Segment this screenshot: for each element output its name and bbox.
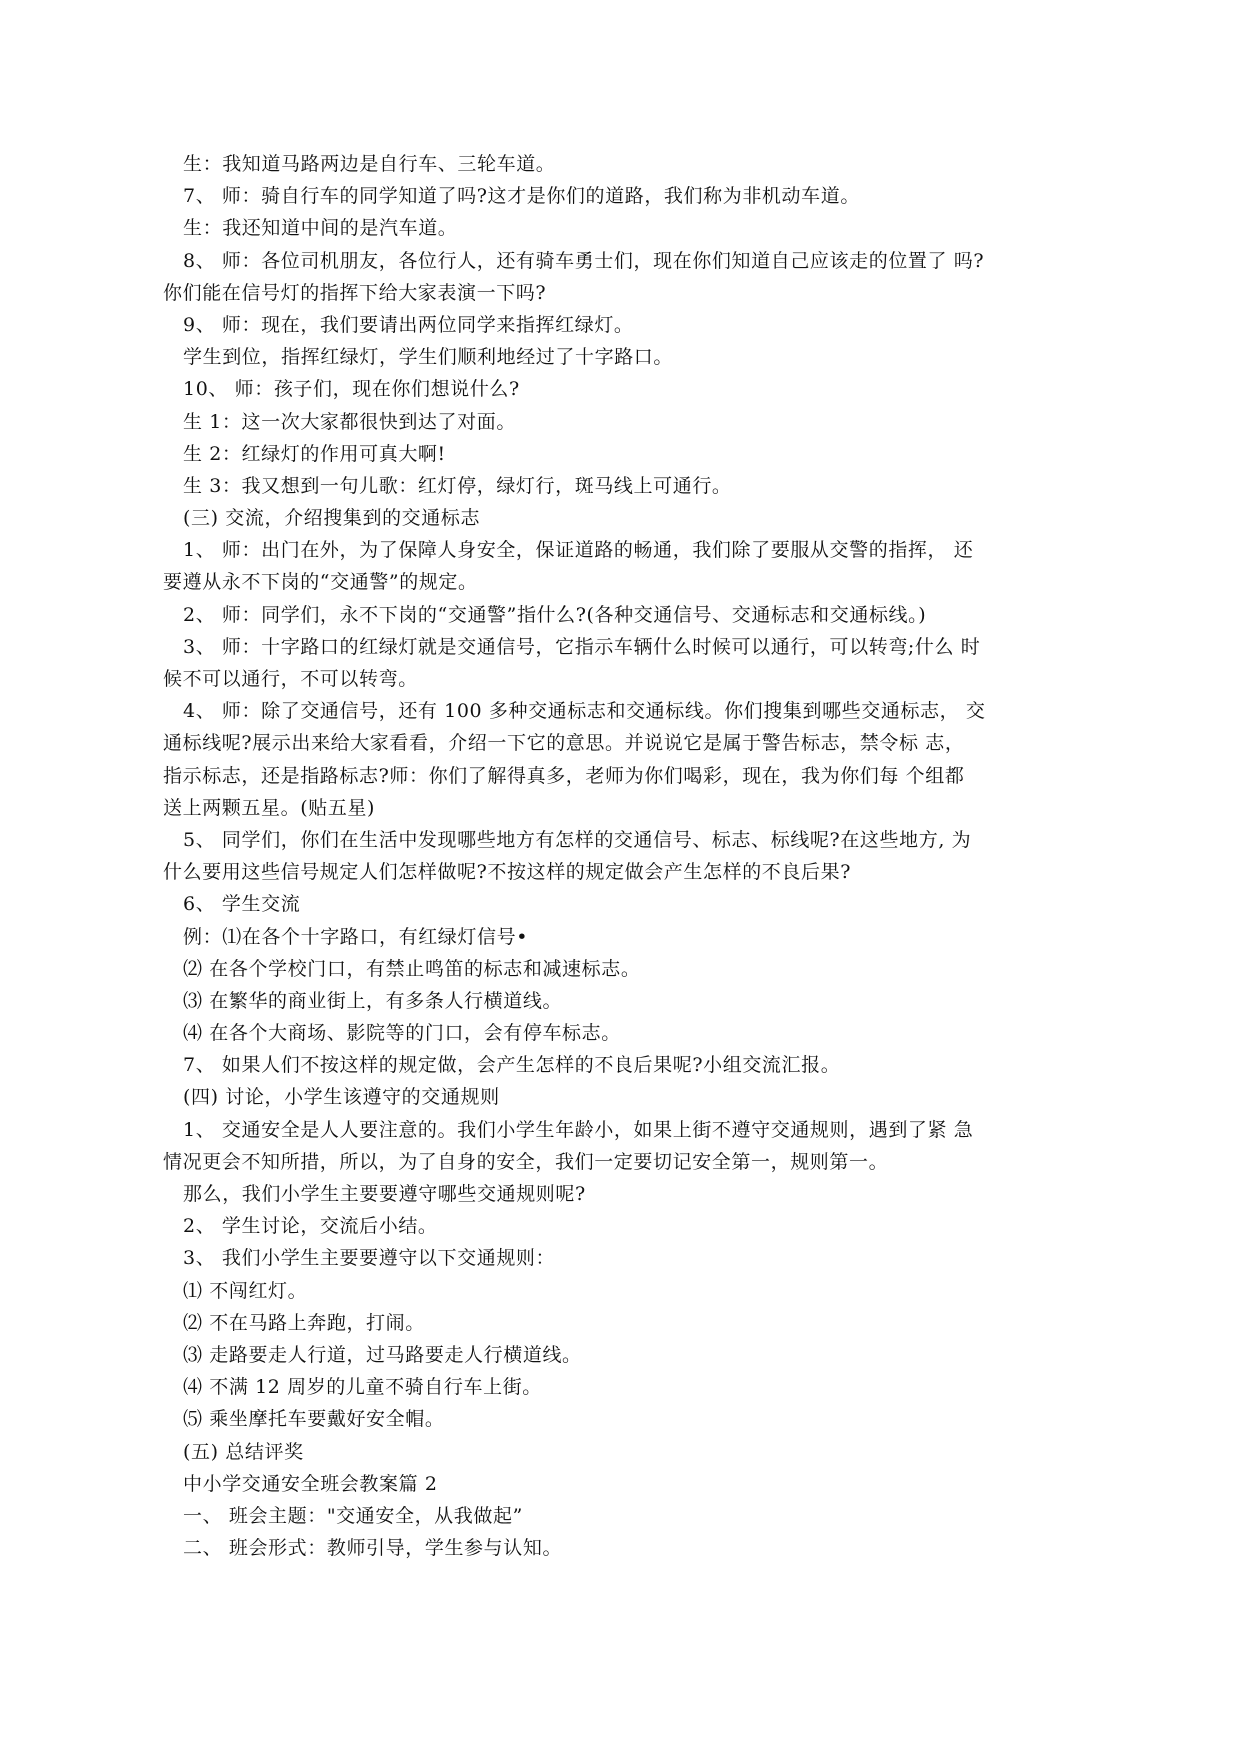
text-line: 指示标志，还是指路标志?师：你们了解得真多，老师为你们喝彩，现在，我为你们每 个组都 bbox=[163, 764, 965, 787]
text-line: 那么，我们小学生主要要遵守哪些交通规则呢? bbox=[183, 1183, 586, 1205]
text-line: 生 3：我又想到一句儿歌：红灯停，绿灯行，斑马线上可通行。 bbox=[183, 474, 732, 497]
section-heading: (三) 交流，介绍搜集到的交通标志 bbox=[183, 507, 481, 530]
document-body bbox=[163, 148, 1063, 1564]
section-heading: (四) 讨论，小学生该遵守的交通规则 bbox=[183, 1086, 500, 1109]
text-line: ⑴ 不闯红灯。 bbox=[183, 1279, 308, 1302]
text-line: 3、 师：十字路口的红绿灯就是交通信号，它指示车辆什么时候可以通行，可以转弯;什么 时 bbox=[183, 635, 981, 658]
text-line: 候不可以通行，不可以转弯。 bbox=[163, 668, 418, 690]
text-line: 1、 师：出门在外，为了保障人身安全，保证道路的畅通，我们除了要服从交警的指挥， 还 bbox=[183, 539, 974, 562]
section-heading: (五) 总结评奖 bbox=[183, 1440, 304, 1463]
text-line: 4、 师：除了交通信号，还有 100 多种交通标志和交通标线。你们搜集到哪些交通标志， 交 bbox=[183, 700, 986, 723]
text-line: 3、 我们小学生主要要遵守以下交通规则： bbox=[183, 1247, 556, 1270]
text-line: 通标线呢?展示出来给大家看看，介绍一下它的意思。并说说它是属于警告标志，禁令标 志， bbox=[163, 732, 965, 755]
document-subtitle: 中小学交通安全班会教案篇 2 bbox=[183, 1472, 438, 1495]
text-line: 生 2：红绿灯的作用可真大啊! bbox=[183, 442, 446, 465]
text-line: 7、 如果人们不按这样的规定做，会产生怎样的不良后果呢?小组交流汇报。 bbox=[183, 1054, 841, 1077]
text-line: 送上两颗五星。(贴五星) bbox=[163, 796, 376, 819]
text-line: 你们能在信号灯的指挥下给大家表演一下吗? bbox=[163, 281, 547, 304]
text-line: 情况更会不知所措，所以，为了自身的安全，我们一定要切记安全第一，规则第一。 bbox=[163, 1150, 889, 1173]
text-line: 生：我还知道中间的是汽车道。 bbox=[183, 217, 458, 240]
text-line: ⑶ 走路要走人行道，过马路要走人行横道线。 bbox=[183, 1343, 582, 1366]
text-line: ⑷ 不满 12 周岁的儿童不骑自行车上街。 bbox=[183, 1376, 542, 1399]
text-line: 要遵从永不下岗的“交通警”的规定。 bbox=[163, 571, 478, 594]
text-line: 2、 师：同学们，永不下岗的“交通警”指什么?(各种交通信号、交通标志和交通标线。) bbox=[183, 603, 927, 626]
text-line: 10、 师：孩子们，现在你们想说什么? bbox=[183, 378, 520, 401]
text-line: ⑷ 在各个大商场、影院等的门口，会有停车标志。 bbox=[183, 1022, 621, 1045]
text-line: 7、 师：骑自行车的同学知道了吗?这才是你们的道路，我们称为非机动车道。 bbox=[183, 185, 860, 208]
text-line: 学生到位，指挥红绿灯，学生们顺利地经过了十字路口。 bbox=[183, 346, 674, 369]
text-line: 8、 师：各位司机朋友，各位行人，还有骑车勇士们，现在你们知道自己应该走的位置了 吗? bbox=[183, 249, 985, 272]
text-line: 二、 班会形式：教师引导，学生参与认知。 bbox=[183, 1537, 563, 1560]
text-line: 例：⑴在各个十字路口，有红绿灯信号• bbox=[183, 925, 529, 948]
text-line: ⑵ 在各个学校门口，有禁止鸣笛的标志和减速标志。 bbox=[183, 957, 641, 980]
text-line: 生 1：这一次大家都很快到达了对面。 bbox=[183, 410, 516, 433]
text-line: 2、 学生讨论，交流后小结。 bbox=[183, 1215, 438, 1238]
text-line: ⑸ 乘坐摩托车要戴好安全帽。 bbox=[183, 1408, 445, 1431]
text-line: 什么要用这些信号规定人们怎样做呢?不按这样的规定做会产生怎样的不良后果? bbox=[163, 861, 851, 884]
text-line: 一、 班会主题："交通安全，从我做起” bbox=[183, 1504, 523, 1527]
text-line: 6、 学生交流 bbox=[183, 893, 301, 916]
text-line: ⑶ 在繁华的商业街上，有多条人行横道线。 bbox=[183, 989, 563, 1012]
text-line: 生：我知道马路两边是自行车、三轮车道。 bbox=[183, 153, 556, 175]
text-line: 5、 同学们，你们在生活中发现哪些地方有怎样的交通信号、标志、标线呢?在这些地方, 为 bbox=[183, 828, 972, 851]
text-line: 1、 交通安全是人人要注意的。我们小学生年龄小，如果上街不遵守交通规则，遇到了紧 急 bbox=[183, 1118, 974, 1141]
text-line: 9、 师：现在，我们要请出两位同学来指挥红绿灯。 bbox=[183, 313, 634, 336]
text-line: ⑵ 不在马路上奔跑，打闹。 bbox=[183, 1311, 425, 1334]
